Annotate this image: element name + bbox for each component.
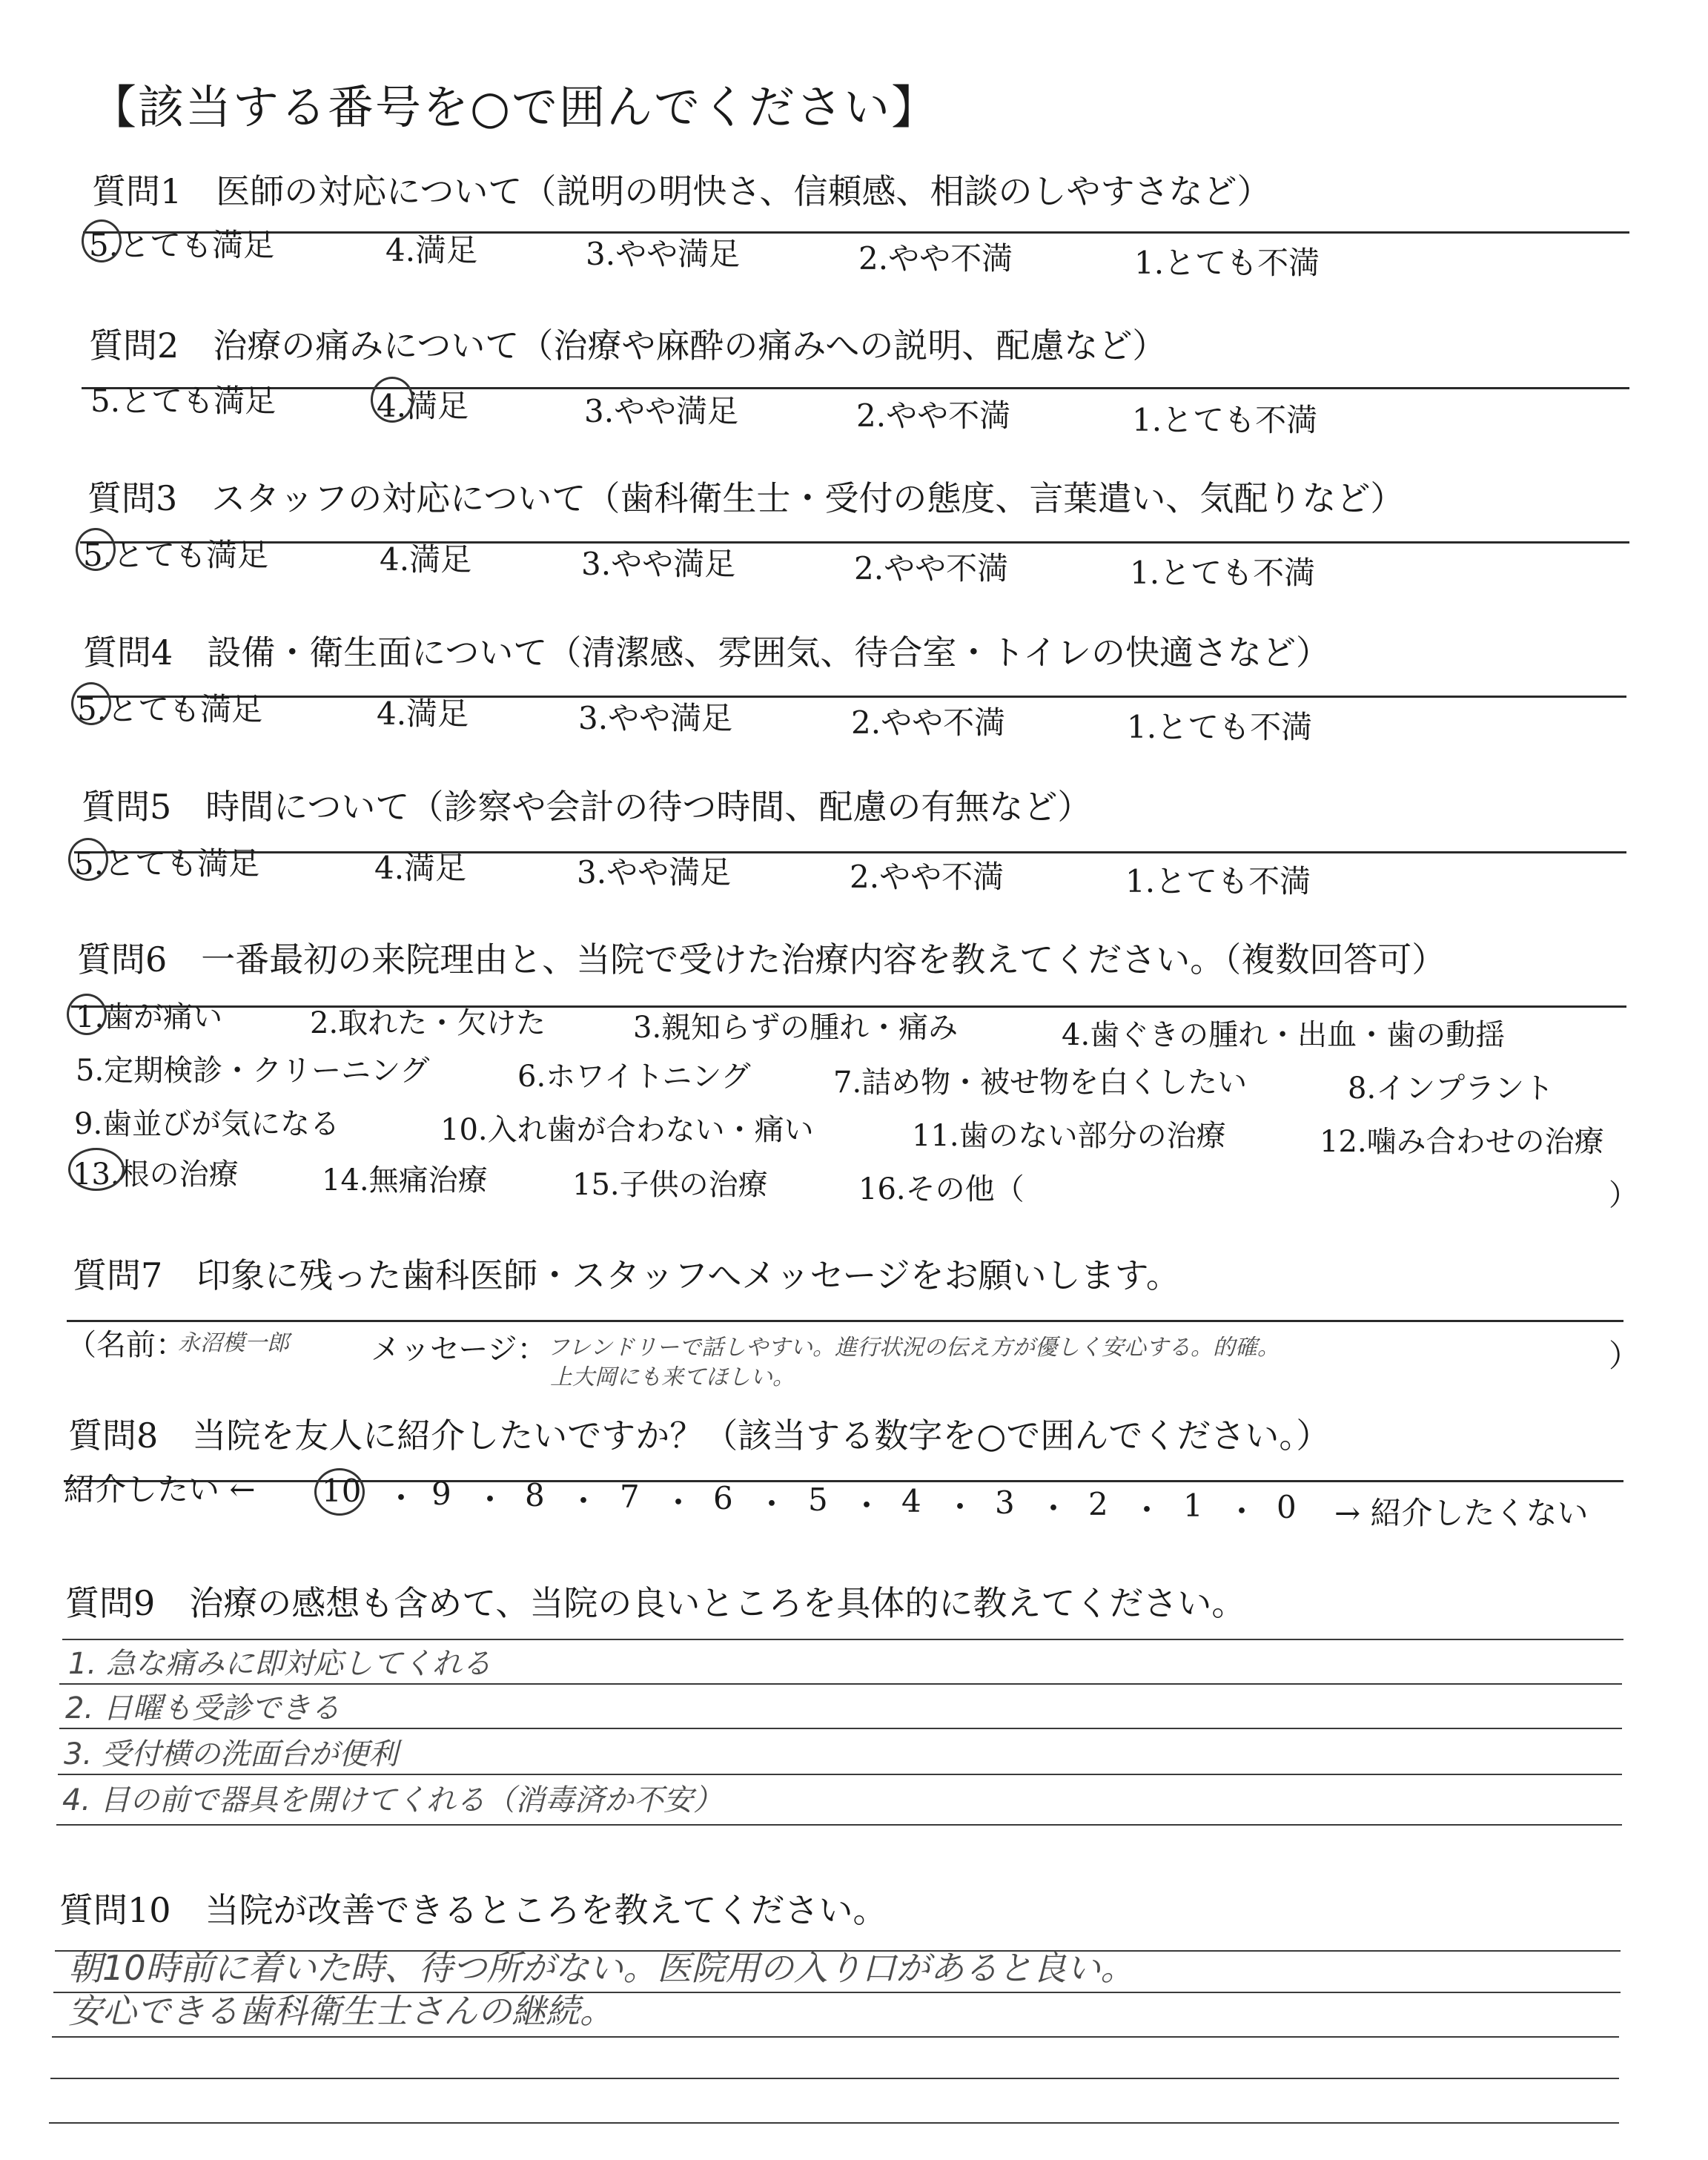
q6-option-3[interactable]: 3.親知らずの腫れ・痛み (633, 1011, 959, 1045)
q6-option-13[interactable]: 13.根の治療 (73, 1157, 239, 1192)
q10-rule-4 (49, 2122, 1619, 2124)
q3-option-1[interactable]: 1.とても不満 (1130, 555, 1316, 591)
q6-selection-circle-1 (67, 994, 107, 1035)
q7-name-value[interactable]: 永沼模一郎 (178, 1330, 289, 1356)
q3-label: 質問3 スタッフの対応について（歯科衛生士・受付の態度、言葉遣い、気配りなど） (87, 478, 1405, 518)
q6-option-11[interactable]: 11.歯のない部分の治療 (912, 1119, 1226, 1153)
q6-option-5[interactable]: 5.定期検診・クリーニング (76, 1054, 430, 1088)
q8-sep-3: ・ (568, 1483, 600, 1519)
q3-rule (80, 541, 1629, 544)
q3-selection-circle (76, 528, 116, 571)
q5-option-4[interactable]: 4.満足 (374, 850, 467, 886)
q9-rule-3 (58, 1774, 1622, 1775)
q8-sep-8: ・ (1038, 1490, 1070, 1527)
q7-message-label: メッセージ： (371, 1332, 547, 1367)
q4-option-2[interactable]: 2.やや不満 (851, 704, 1006, 741)
q8-scale-10[interactable]: 10 (322, 1473, 362, 1509)
q2-option-1[interactable]: 1.とても不満 (1132, 402, 1318, 438)
q1-option-3[interactable]: 3.やや満足 (586, 236, 741, 272)
q8-sep-5: ・ (756, 1486, 788, 1522)
q6-option-7[interactable]: 7.詰め物・被せ物を白くしたい (833, 1066, 1248, 1100)
q1-option-2[interactable]: 2.やや不満 (858, 240, 1013, 277)
q6-option-15[interactable]: 15.子供の治療 (572, 1168, 768, 1202)
q6-option-4[interactable]: 4.歯ぐきの腫れ・出血・歯の動揺 (1062, 1018, 1506, 1052)
q8-rule (64, 1480, 1623, 1482)
q8-sep-10: ・ (1226, 1493, 1258, 1530)
q10-label: 質問10 当院が改善できるところを教えてください。 (59, 1890, 887, 1930)
q8-scale-2[interactable]: 2 (1088, 1486, 1108, 1522)
q5-option-5[interactable]: 5.とても満足 (74, 845, 260, 882)
q8-scale-7[interactable]: 7 (620, 1479, 640, 1515)
q4-label: 質問4 設備・衛生面について（清潔感、雰囲気、待合室・トイレの快適さなど） (83, 633, 1331, 673)
q5-label: 質問5 時間について（診察や会計の待つ時間、配慮の有無など） (82, 787, 1092, 827)
q8-selection-circle (314, 1468, 365, 1516)
q8-label: 質問8 当院を友人に紹介したいですか？（該当する数字を○で囲んでください。） (68, 1416, 1331, 1456)
q4-option-4[interactable]: 4.満足 (377, 696, 469, 732)
q5-option-1[interactable]: 1.とても不満 (1125, 863, 1311, 899)
q2-selection-circle (371, 377, 414, 423)
q10-rule-2 (52, 2036, 1619, 2038)
q7-name-label: （名前： (67, 1328, 185, 1362)
q8-scale-4[interactable]: 4 (901, 1483, 921, 1519)
q9-label: 質問9 治療の感想も含めて、当院の良いところを具体的に教えてください。 (65, 1583, 1246, 1623)
q4-option-3[interactable]: 3.やや満足 (578, 700, 733, 736)
q6-close-paren: ） (1609, 1178, 1638, 1212)
q9-answer-4[interactable]: 4. 目の前で器具を開けてくれる（消毒済か不安） (62, 1783, 723, 1817)
q8-sep-7: ・ (944, 1489, 976, 1525)
q8-scale-5[interactable]: 5 (808, 1482, 828, 1518)
q4-rule (77, 696, 1626, 698)
q8-sep-9: ・ (1131, 1492, 1163, 1528)
q6-option-16[interactable]: 16.その他（ (858, 1172, 1025, 1206)
q8-scale-9[interactable]: 9 (431, 1476, 451, 1512)
q4-option-1[interactable]: 1.とても不満 (1127, 709, 1313, 745)
q5-selection-circle (68, 838, 108, 881)
q10-rule-3 (50, 2078, 1619, 2079)
q8-left-label: 紹介したい ← (64, 1471, 256, 1507)
q9-answer-1[interactable]: 1. 急な痛みに即対応してくれる (68, 1647, 491, 1681)
q6-selection-circle-13 (68, 1148, 125, 1191)
q2-option-3[interactable]: 3.やや満足 (584, 393, 739, 429)
q6-option-9[interactable]: 9.歯並びが気になる (74, 1107, 340, 1141)
page-title: 【該当する番号を○で囲んでください】 (90, 80, 939, 134)
q8-sep-2: ・ (474, 1482, 506, 1518)
q1-option-1[interactable]: 1.とても不満 (1134, 245, 1320, 281)
q5-option-3[interactable]: 3.やや満足 (577, 854, 732, 891)
q1-option-4[interactable]: 4.満足 (385, 232, 478, 268)
q6-option-10[interactable]: 10.入れ歯が合わない・痛い (440, 1113, 814, 1147)
q6-option-6[interactable]: 6.ホワイトニング (517, 1060, 751, 1094)
q8-scale-8[interactable]: 8 (525, 1477, 545, 1513)
q7-label: 質問7 印象に残った歯科医師・スタッフへメッセージをお願いします。 (73, 1255, 1180, 1295)
q6-option-2[interactable]: 2.取れた・欠けた (310, 1006, 546, 1040)
q1-selection-circle (82, 219, 122, 262)
q7-rule (67, 1320, 1623, 1322)
q3-option-4[interactable]: 4.満足 (380, 541, 472, 578)
q9-answer-3[interactable]: 3. 受付横の洗面台が便利 (64, 1737, 398, 1771)
q2-option-5[interactable]: 5.とても満足 (90, 383, 277, 419)
q4-option-5[interactable]: 5.とても満足 (77, 691, 263, 727)
q6-label: 質問6 一番最初の来院理由と、当院で受けた治療内容を教えてください。（複数回答可） (77, 939, 1446, 980)
q10-answer-2[interactable]: 安心できる歯科衛生士さんの継続。 (68, 1991, 614, 2031)
q3-option-5[interactable]: 5.とても満足 (83, 537, 269, 573)
q8-right-label: → 紹介したくない (1334, 1495, 1589, 1531)
q3-option-3[interactable]: 3.やや満足 (581, 546, 736, 582)
q7-message-line-2[interactable]: 上大岡にも来てほしい。 (550, 1364, 795, 1390)
q7-message-line-1[interactable]: フレンドリーで話しやすい。進行状況の伝え方が優しく安心する。的確。 (547, 1335, 1280, 1361)
q6-option-14[interactable]: 14.無痛治療 (322, 1163, 488, 1198)
q8-sep-4: ・ (663, 1484, 695, 1521)
q8-scale-1[interactable]: 1 (1183, 1487, 1203, 1524)
q9-rule-4 (56, 1824, 1622, 1826)
q10-answer-1[interactable]: 朝10時前に着いた時、待つ所がない。医院用の入り口があると良い。 (68, 1948, 1135, 1988)
q2-label: 質問2 治療の痛みについて（治療や麻酔の痛みへの説明、配慮など） (89, 326, 1167, 366)
q8-sep-6: ・ (851, 1487, 883, 1524)
q4-selection-circle (71, 682, 111, 725)
q7-close-paren: ） (1609, 1338, 1641, 1374)
q8-scale-6[interactable]: 6 (713, 1480, 733, 1516)
q8-scale-0[interactable]: 0 (1277, 1489, 1297, 1525)
q9-answer-2[interactable]: 2. 日曜も受診できる (65, 1691, 340, 1725)
q8-sep-1: ・ (385, 1480, 417, 1516)
q5-option-2[interactable]: 2.やや不満 (850, 859, 1004, 895)
q1-option-5[interactable]: 5.とても満足 (89, 227, 275, 263)
q1-rule (83, 231, 1629, 234)
q1-label: 質問1 医師の対応について（説明の明快さ、信頼感、相談のしやすさなど） (92, 171, 1271, 211)
q6-option-8[interactable]: 8.インプラント (1348, 1071, 1555, 1106)
q9-rule-2 (59, 1728, 1622, 1729)
q3-option-2[interactable]: 2.やや不満 (854, 550, 1009, 587)
q8-scale-3[interactable]: 3 (995, 1484, 1015, 1521)
q2-rule (82, 387, 1629, 389)
q6-option-12[interactable]: 12.噛み合わせの治療 (1320, 1125, 1604, 1159)
q2-option-2[interactable]: 2.やや不満 (856, 397, 1011, 434)
q6-option-1[interactable]: 1.歯が痛い (76, 1000, 223, 1034)
q2-option-4[interactable]: 4.満足 (377, 388, 469, 424)
